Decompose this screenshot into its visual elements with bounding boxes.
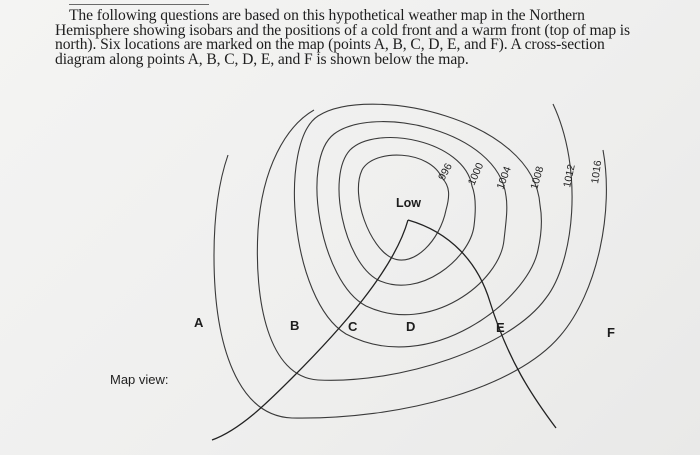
point-d-label: D	[406, 319, 416, 334]
map-view-label: Map view:	[110, 372, 169, 387]
isobar-label-1000: 1000	[465, 160, 487, 188]
isobar-label-1012: 1012	[561, 163, 578, 189]
point-b-label: B	[290, 318, 300, 333]
point-f-label: F	[607, 325, 615, 340]
cold-front	[212, 220, 408, 440]
warm-front	[408, 220, 556, 428]
point-a-label: A	[194, 315, 204, 330]
question-intro-text: The following questions are based on this hypothetical weather map in the Northern Hemisphere showing isobars and the positions of a cold front and a warm front (top of map is north). Six locations are marked on the map (points A, B, C, D, E, and F). A cross-section diagram along points A, B, C, D, E, and F is shown below the map.	[55, 7, 631, 68]
isobar-1000	[339, 138, 475, 286]
isobar-label-1008: 1008	[528, 165, 547, 191]
isobar-label-996: 996	[436, 161, 455, 183]
isobar-label-1016: 1016	[589, 159, 605, 185]
point-c-label: C	[348, 319, 358, 334]
low-pressure-label: Low	[396, 196, 421, 210]
isobar-1012	[257, 104, 572, 380]
point-e-label: E	[496, 320, 505, 335]
isobar-label-1004: 1004	[494, 164, 514, 192]
isobar-1004	[317, 122, 507, 315]
